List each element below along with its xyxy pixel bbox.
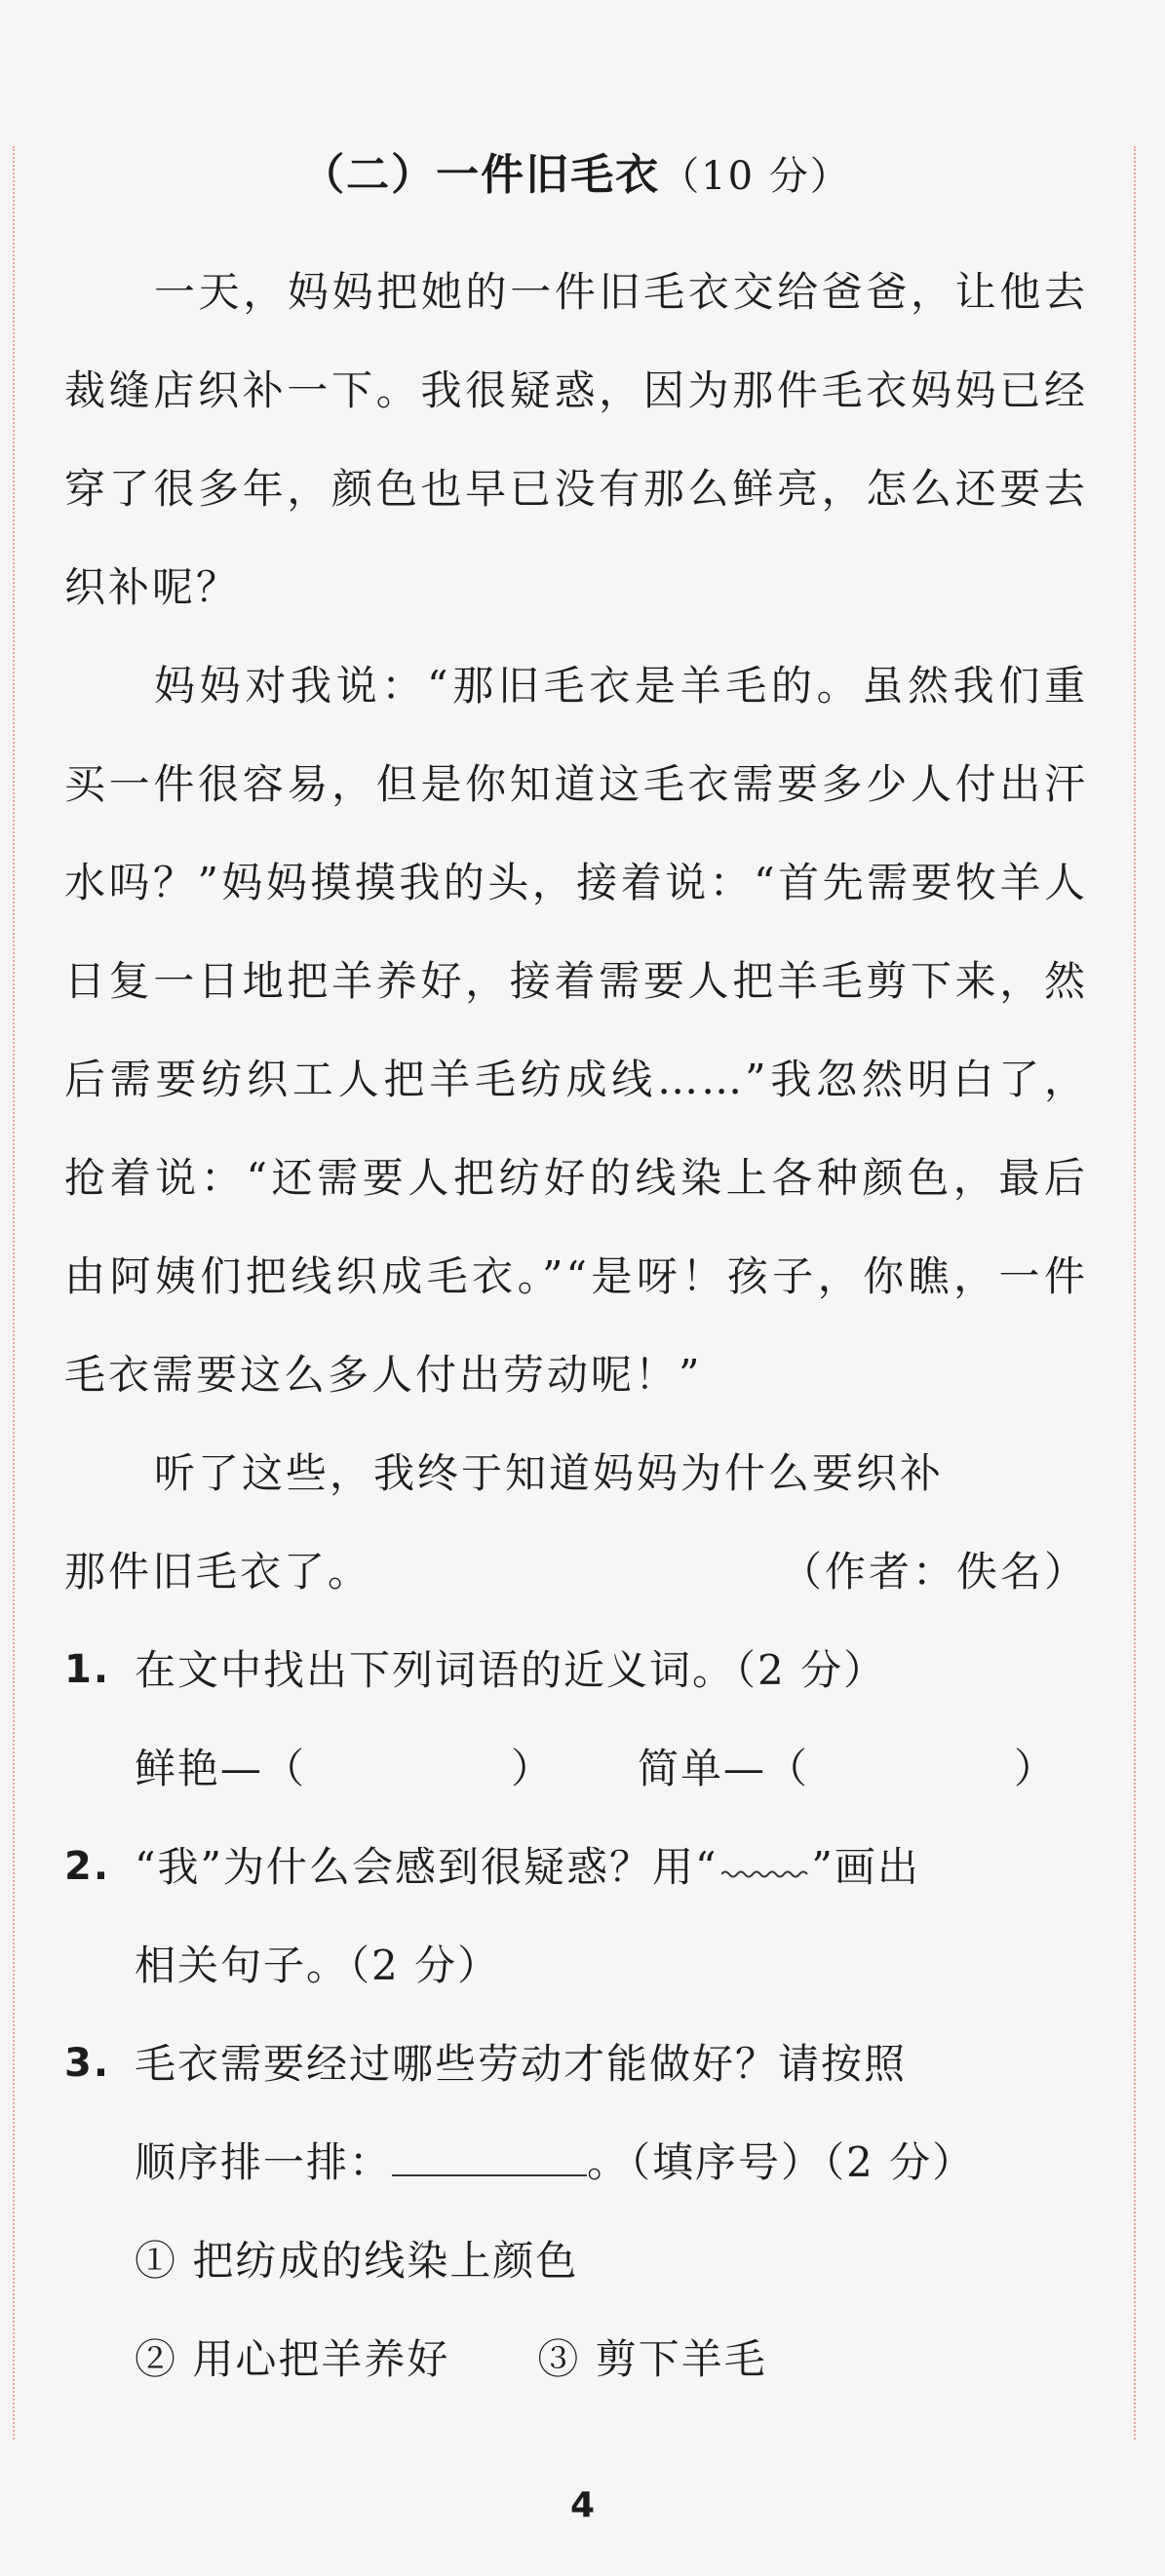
question-1-answer-row bbox=[64, 1719, 1088, 1818]
left-margin-line bbox=[13, 146, 15, 2440]
question-2-number: 2. bbox=[64, 1844, 111, 1889]
question-3-text-c: 。（填序号）（2 分） bbox=[587, 2138, 976, 2186]
question-3-number: 3. bbox=[64, 2041, 111, 2086]
question-3-text: 毛衣需要经过哪些劳动才能做好？请按照 bbox=[135, 2040, 908, 2088]
author-credit: （作者：佚名） bbox=[780, 1548, 1088, 1596]
option-2: ② 用心把羊养好 bbox=[135, 2335, 450, 2383]
section-title bbox=[64, 144, 1088, 208]
option-row-2 bbox=[64, 2310, 1088, 2408]
synonym-close-2: ） bbox=[1014, 1745, 1058, 1792]
synonym-prompt-2: 简单—（ bbox=[638, 1745, 810, 1792]
synonym-close-1: ） bbox=[511, 1745, 555, 1792]
passage-paragraph-1: 一天，妈妈把她的一件旧毛衣交给爸爸，让他去裁缝店织补一下。我很疑惑，因为那件毛衣妈妈已经穿了很多年，颜色也早已没有那么鲜亮，怎么还要去织补呢？ bbox=[64, 268, 1088, 611]
question-1-text: 在文中找出下列词语的近义词。（2 分） bbox=[135, 1646, 887, 1694]
question-1-number: 1. bbox=[64, 1647, 111, 1692]
order-answer-blank[interactable] bbox=[392, 2135, 587, 2176]
question-2 bbox=[64, 1818, 1088, 1916]
option-row-1 bbox=[64, 2211, 1088, 2310]
section-title-text: （二）一件旧毛衣 bbox=[301, 150, 661, 200]
passage-last-line bbox=[64, 1522, 1088, 1621]
question-2-line-2: 相关句子。（2 分） bbox=[135, 1942, 501, 1989]
page-number: 4 bbox=[569, 2485, 596, 2525]
passage-paragraph-2: 妈妈对我说：“那旧毛衣是羊毛的。虽然我们重买一件很容易，但是你知道这毛衣需要多少人付出汗水吗？”妈妈摸摸我的头，接着说：“首先需要牧羊人日复一日地把羊养好，接着需要人把羊毛剪下来，然后需要纺织工人把羊毛纺成线……”我忽然明白了，抢着说：“还需要人把纺好的线染上各种颜色，最后由阿姨们把线织成毛衣。”“是呀！孩子，你瞧，一件毛衣需要这么多人付出劳动呢！” bbox=[64, 662, 1088, 1399]
question-3-text-b: 顺序排一排： bbox=[135, 2138, 393, 2186]
synonym-prompt-1: 鲜艳—（ bbox=[135, 1745, 307, 1792]
question-3-line-2 bbox=[64, 2113, 1088, 2211]
option-1: ① 把纺成的线染上颜色 bbox=[135, 2237, 579, 2285]
worksheet-content bbox=[64, 144, 1088, 2408]
question-1 bbox=[64, 1621, 1088, 1719]
question-2-text-b: ”画出 bbox=[811, 1843, 920, 1891]
option-3: ③ 剪下羊毛 bbox=[537, 2335, 767, 2383]
question-3 bbox=[64, 2015, 1088, 2113]
wavy-underline-mark bbox=[718, 1846, 811, 1881]
section-score: （10 分） bbox=[660, 154, 851, 199]
right-margin-line bbox=[1134, 146, 1136, 2440]
question-2-text-a: “我”为什么会感到很疑惑？用“ bbox=[135, 1843, 718, 1891]
passage-closing-text: 那件旧毛衣了。 bbox=[64, 1548, 372, 1596]
passage-paragraph-3: 听了这些，我终于知道妈妈为什么要织补 bbox=[154, 1449, 945, 1497]
